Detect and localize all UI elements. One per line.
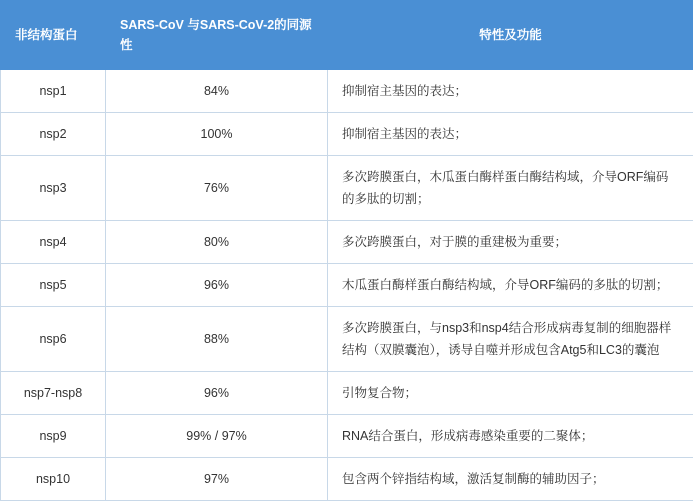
cell-homology-value: 99% / 97% (106, 415, 328, 458)
cell-homology-value: 84% (106, 70, 328, 113)
table-header-row (1, 1, 693, 70)
cell-function-text: 木瓜蛋白酶样蛋白酶结构域，介导ORF编码的多肽的切割； (328, 264, 693, 307)
cell-protein-name: nsp6 (1, 307, 106, 372)
table-row (1, 221, 693, 264)
cell-function-text: 多次跨膜蛋白，木瓜蛋白酶样蛋白酶结构域，介导ORF编码的多肽的切割； (328, 156, 693, 221)
table-row (1, 372, 693, 415)
cell-homology-value: 96% (106, 264, 328, 307)
table-body (1, 70, 693, 501)
cell-protein-name: nsp9 (1, 415, 106, 458)
table-header (1, 1, 693, 70)
cell-protein-name: nsp7-nsp8 (1, 372, 106, 415)
cell-homology-value: 97% (106, 458, 328, 501)
column-header-function: 特性及功能 (328, 1, 693, 70)
cell-protein-name: nsp10 (1, 458, 106, 501)
cell-function-text: 引物复合物； (328, 372, 693, 415)
cell-homology-value: 76% (106, 156, 328, 221)
cell-function-text: 抑制宿主基因的表达； (328, 70, 693, 113)
table-row (1, 415, 693, 458)
cell-function-text: 抑制宿主基因的表达； (328, 113, 693, 156)
table-row (1, 70, 693, 113)
table-row (1, 113, 693, 156)
cell-homology-value: 88% (106, 307, 328, 372)
column-header-protein: 非结构蛋白 (1, 1, 106, 70)
table-row (1, 307, 693, 372)
column-header-homology: SARS-CoV 与SARS-CoV-2的同源性 (106, 1, 328, 70)
cell-homology-value: 80% (106, 221, 328, 264)
cell-function-text: 多次跨膜蛋白，对于膜的重建极为重要； (328, 221, 693, 264)
cell-protein-name: nsp3 (1, 156, 106, 221)
cell-homology-value: 100% (106, 113, 328, 156)
cell-homology-value: 96% (106, 372, 328, 415)
cell-protein-name: nsp1 (1, 70, 106, 113)
table-row (1, 156, 693, 221)
cell-function-text: 包含两个锌指结构域，激活复制酶的辅助因子； (328, 458, 693, 501)
table-row (1, 458, 693, 501)
cell-function-text: 多次跨膜蛋白，与nsp3和nsp4结合形成病毒复制的细胞器样结构（双膜囊泡），诱导自噬并形成包含Atg5和LC3的囊泡 (328, 307, 693, 372)
table-row (1, 264, 693, 307)
cell-protein-name: nsp5 (1, 264, 106, 307)
cell-protein-name: nsp4 (1, 221, 106, 264)
cell-protein-name: nsp2 (1, 113, 106, 156)
cell-function-text: RNA结合蛋白，形成病毒感染重要的二聚体； (328, 415, 693, 458)
